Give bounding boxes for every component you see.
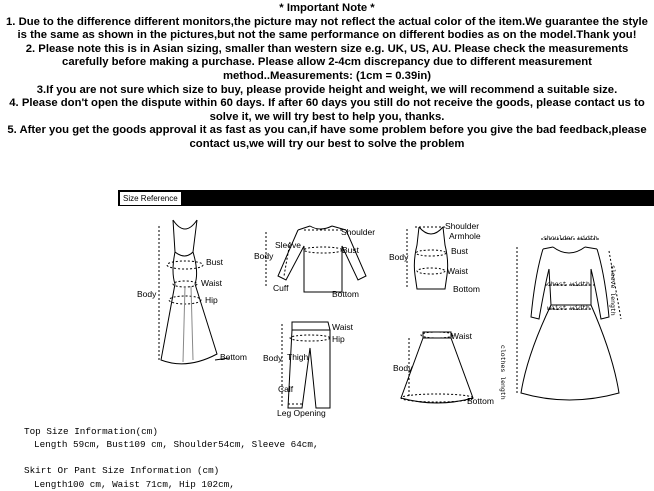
bottom-size-values: Length100 cm, Waist 71cm, Hip 102cm, [34, 479, 235, 490]
note-item-4: 4. Please don't open the dispute within 60 days. If after 60 days you still do not receive the goods, please contact us to solve it, we will try best to help you, thanks. [9, 97, 645, 123]
longdress-sleeve-length-label: sleeve length [609, 265, 616, 316]
shirt-sleeve-label: Sleeve [275, 240, 301, 250]
dress-bust-label: Bust [206, 257, 224, 267]
tank-bust-label: Bust [451, 246, 469, 256]
tank-body-label: Body [389, 252, 409, 262]
dress-bottom-label: Bottom [220, 352, 247, 362]
pants-drawing [262, 318, 362, 420]
dress-waist-label: Waist [201, 278, 222, 288]
tank-bottom-label: Bottom [453, 284, 480, 294]
bottom-size-heading: Skirt Or Pant Size Information (cm) [24, 465, 220, 476]
tank-armhole-label: Armhole [449, 231, 481, 241]
pants-diagram [262, 318, 362, 420]
size-reference-label: Size Reference [119, 191, 182, 206]
top-size-values: Length 59cm, Bust109 cm, Shoulder54cm, Sleeve 64cm, [34, 439, 319, 450]
pants-body-label: Body [263, 353, 283, 363]
shirt-diagram [254, 222, 384, 302]
note-item-2: 2. Please note this is in Asian sizing, smaller than western size e.g. UK, US, AU. Please check the measurements carefully before making a purchase. Please allow 2-4cm discrepancy due to different measurement method..Measurements: (1cm = 0.39in) [25, 42, 629, 82]
dress-body-label: Body [137, 289, 157, 299]
size-reference-bar [118, 190, 654, 206]
tank-waist-label: Waist [447, 266, 468, 276]
note-item-3: 3.If you are not sure which size to buy, please provide height and weight, we will recommend a suitable size. [36, 83, 618, 96]
pants-calf-label: Calf [278, 384, 294, 394]
longdress-clothes-length-label: clothes length [499, 345, 506, 400]
dress-diagram [135, 212, 255, 372]
skirt-bottom-label: Bottom [467, 396, 494, 406]
important-note [0, 2, 654, 152]
shirt-shoulder-label: Shoulder [341, 227, 376, 237]
shirt-bottom-label: Bottom [332, 289, 359, 299]
skirt-waist-label: Waist [451, 331, 472, 341]
skirt-body-label: Body [393, 363, 413, 373]
note-item-5: 5. After you get the goods approval it as fast as you can,if have some problem before you give the bad feedback,please contact us,we will try our best to solve the problem [7, 124, 647, 150]
longdress-waist-width-label: waist width [547, 305, 590, 312]
note-item-1: 1. Due to the difference different monitors,the picture may not reflect the actual color of the item.We guarantee the style is the same as shown in the pictures,but not the same performance on different bodies as on the model.Thank you! [6, 15, 648, 42]
shirt-body-label: Body [254, 251, 274, 261]
shirt-cuff-label: Cuff [273, 283, 289, 293]
shirt-bust-label: Bust [342, 245, 360, 255]
longdress-shoulder-width-label: shoulder width [543, 235, 598, 242]
skirt-diagram [393, 326, 503, 410]
longdress-chest-width-label: chest width [547, 281, 590, 288]
tank-diagram [389, 219, 499, 299]
longdress-drawing [505, 225, 650, 410]
pants-waist-label: Waist [332, 322, 353, 332]
dress-hip-label: Hip [205, 295, 218, 305]
note-title: * Important Note * [279, 2, 375, 14]
pants-hip-label: Hip [332, 334, 345, 344]
pants-thigh-label: Thigh [287, 352, 309, 362]
longdress-diagram [499, 225, 650, 410]
tank-shoulder-label: Shoulder [445, 221, 480, 231]
pants-leg-opening-label: Leg Opening [277, 408, 326, 418]
top-size-heading: Top Size Information(cm) [24, 426, 158, 437]
